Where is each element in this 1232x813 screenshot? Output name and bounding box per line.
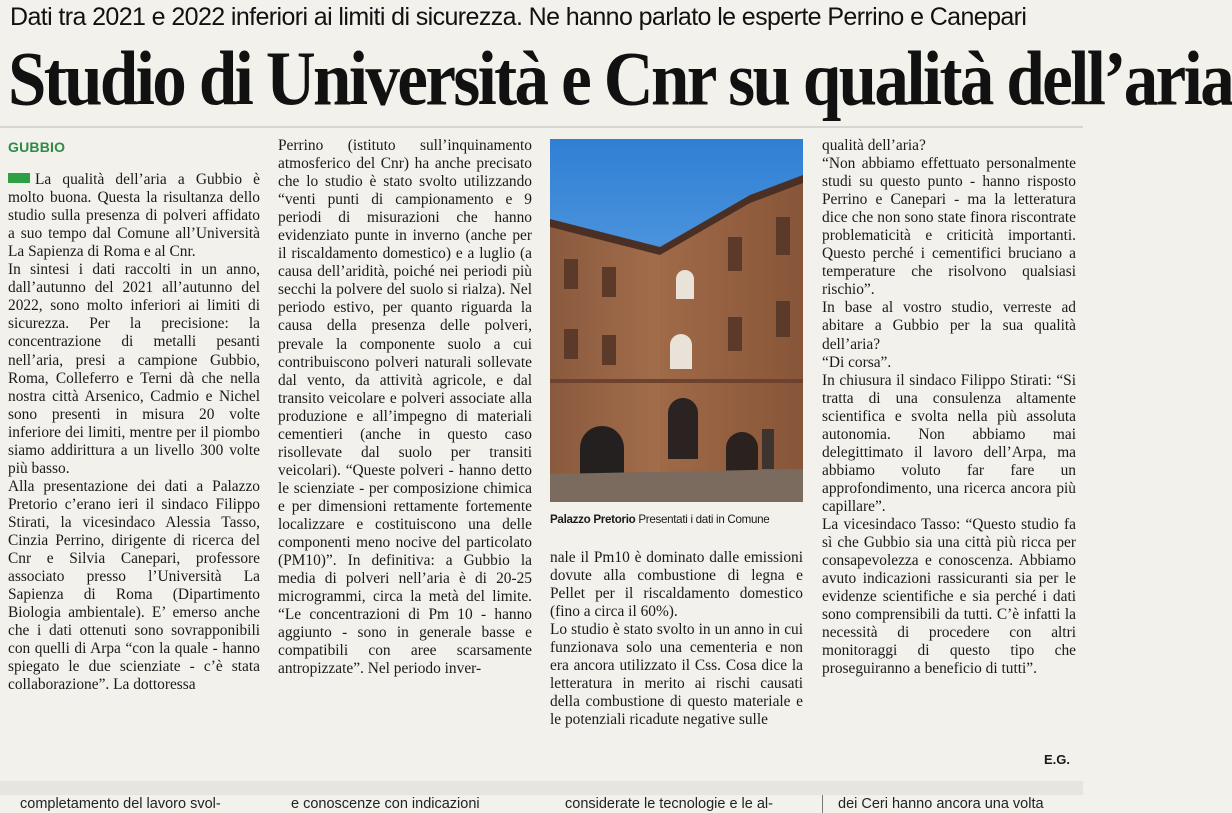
photo <box>550 139 803 502</box>
column-2 <box>278 137 532 678</box>
paragraph: “Non abbiamo effettuato personalmente studi su questo punto - hanno risposto Perrino e Canepari - ma la letteratura dice che non sono state finora riscontrate problematicità e criticità importanti. Questo perché i cementifici bruciano a temperature che risolvono qualsiasi rischio”. <box>822 155 1076 299</box>
paragraph: La vicesindaco Tasso: “Questo studio fa sì che Gubbio sia una città più ricca per consapevolezza e conoscenza. Abbiamo avuto indicazioni rassicuranti sia per le evidenze scientifiche e sia perché i dati sono comprensibili da tutti. C’è infatti la necessità di procedere con altri monitoraggi di questo tipo che proseguiranno a beneficio di tutti”. <box>822 515 1076 678</box>
paragraph: In chiusura il sindaco Filippo Stirati: “Si tratta di una consulenza altamente scientifica e svolta nella più assoluta autonomia. Non abbiamo mai delegittimato il lavoro dell’Arpa, ma abbiamo voluto far fare un approfondimento, una ricerca ancora più capillare”. <box>822 371 1076 515</box>
column-divider <box>822 795 823 813</box>
next-article-line: dei Ceri hanno ancora una volta <box>838 796 1044 812</box>
page-gutter <box>0 781 1083 795</box>
next-article-line: considerate le tecnologie e le al- <box>565 796 773 812</box>
caption-text: Presentati i dati in Comune <box>635 513 770 526</box>
paragraph: “Di corsa”. <box>822 353 892 371</box>
column-4 <box>822 137 1076 678</box>
next-article-line: completamento del lavoro svol- <box>20 796 221 812</box>
column-3 <box>550 549 803 729</box>
paragraph: Perrino (istituto sull’inquinamento atmosferico del Cnr) ha anche precisato che lo studio è stato svolto utilizzando “venti punti di campionamento e 9 periodi di misurazioni che hanno evidenziato punte in inverno (anche per il riscaldamento domestico) e a luglio (a causa dell’aridità, poiché nei periodi più secchi la polvere del suolo si rialza). Nel periodo estivo, per quanto riguarda la causa della presenza delle polveri, prevale la componente suolo a cui contribuiscono polveri naturali sollevate dal vento, da attività agricole, e dal transito veicolare e polveri associate alla produzione e all’impegno di materiali cementieri (anche in questo caso risollevate dal suolo per transiti veicolari). “Queste polveri - hanno detto le scienziate - per composizione chimica e per dimensioni rettamente fortemente localizzare e costituiscono una delle componenti meno nocive del particolato (PM10)”. In definitiva: a Gubbio la media di polveri nell’aria è di 20-25 microgrammi, circa la metà del limite. “Le concentrazioni di Pm 10 - hanno aggiunto - sono in generale basse e compatibili con aree scarsamente antropizzate”. Nel periodo inver- <box>278 137 532 678</box>
paragraph: In sintesi i dati raccolti in un anno, dall’autunno del 2021 all’autunno del 2022, sono molto inferiori ai limiti di sicurezza. Per la precisione: la concentrazione di metalli pesanti nell’aria, presi a campione Gubbio, Roma, Colleferro e Terni dà che nella nostra città Arsenico, Cadmio e Nichel sono presenti in misura 20 volte inferiore dei limiti, mentre per il piombo siamo addirittura a un livello 300 volte più basso. <box>8 261 260 477</box>
palazzo-pretorio-photo <box>550 139 803 502</box>
byline: E.G. <box>1044 752 1071 767</box>
caption-title: Palazzo Pretorio <box>550 513 636 526</box>
paragraph: nale il Pm10 è dominato dalle emissioni dovute alla combustione di legna e Pellet per il riscaldamento domestico (fino a circa il 60%). <box>550 549 803 621</box>
next-article-line: e conoscenze con indicazioni <box>291 796 480 812</box>
column-1 <box>8 138 260 694</box>
paragraph-text: La qualità dell’aria a Gubbio è molto buona. Questa la risultanza dello studio sulla presenza di polveri affidato a suo tempo dal Comune all’Università La Sapienza di Roma e al Cnr. <box>8 171 260 261</box>
paragraph: qualità dell’aria? <box>822 137 926 154</box>
photo-caption <box>550 513 810 526</box>
headline: Studio di Università e Cnr su qualità dell’aria <box>8 36 1232 122</box>
paragraph: In base al vostro studio, verreste ad abitare a Gubbio per la sua qualità dell’aria? <box>822 299 1076 353</box>
kicker: Dati tra 2021 e 2022 inferiori ai limiti di sicurezza. Ne hanno parlato le esperte Perrino e Canepari <box>10 3 1027 31</box>
section-label: GUBBIO <box>8 139 66 155</box>
paragraph: Alla presentazione dei dati a Palazzo Pretorio c’erano ieri il sindaco Filippo Stirati, la vicesindaco Alessia Tasso, Cinzia Perrino, dirigente di ricerca del Cnr e Silvia Canepari, professore associato presso l’Università La Sapienza di Roma (Dipartimento Biologia ambientale). E’ emerso anche che i dati ottenuti sono sovrapponibili con quelli di Arpa “con la quale - hanno spiegato le due scienziate - c’è stata collaborazione”. La dottoressa <box>8 477 260 694</box>
header-rule <box>0 126 1083 128</box>
paragraph <box>8 171 260 261</box>
green-square-icon <box>8 173 30 183</box>
paragraph: Lo studio è stato svolto in un anno in cui funzionava solo una cementeria e non era ancora utilizzato il Css. Cosa dice la letteratura in merito ai rischi causati della combustione di questo materiale e le potenziali ricadute negative sulle <box>550 621 803 729</box>
